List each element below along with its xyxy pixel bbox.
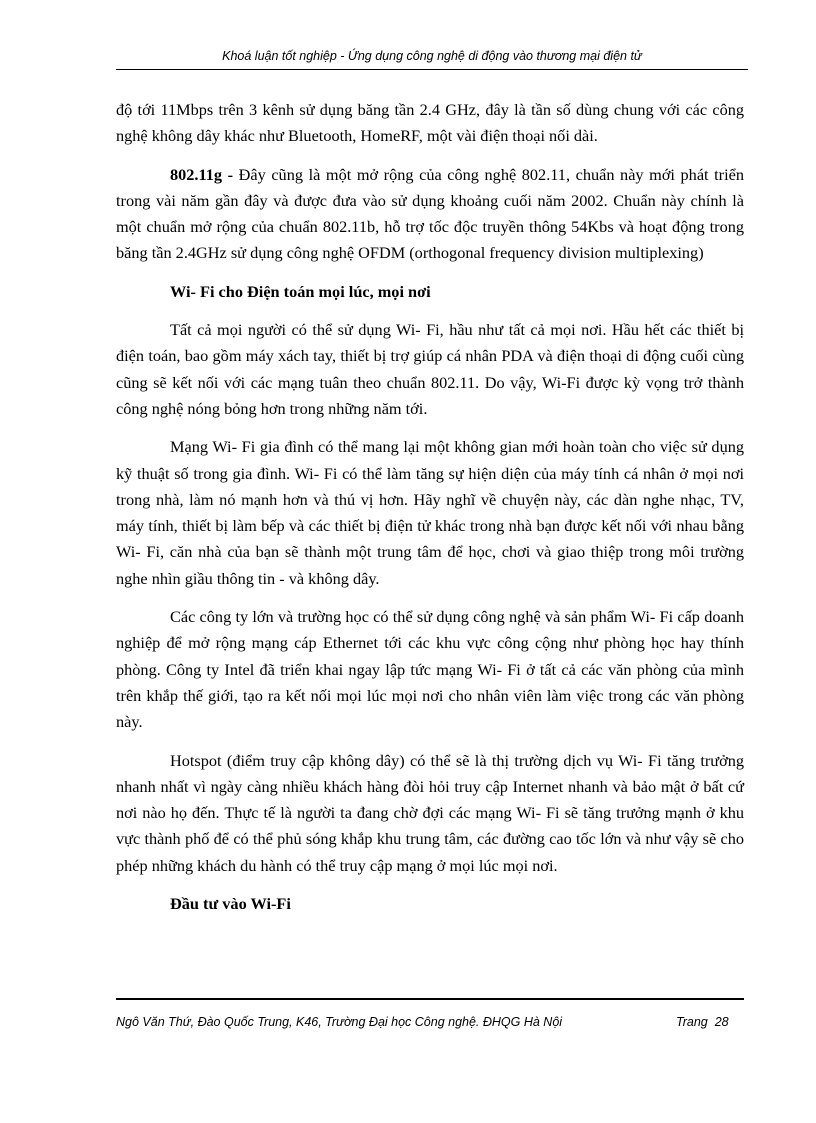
header-rule: [116, 69, 748, 70]
paragraph-5: Các công ty lớn và trường học có thể sử dụng công nghệ và sản phẩm Wi- Fi cấp doanh nghiệp để mở rộng mạng cáp Ethernet tới các khu vực công cộng như phòng học hay thính phòng. Công ty Intel đã triển khai ngay lập tức mạng Wi- Fi ở tất cả các văn phòng của mình trên khắp thế giới, tạo ra kết nối mọi lúc mọi nơi cho nhân viên làm việc trong các văn phòng này.: [116, 607, 744, 732]
paragraph-4: Mạng Wi- Fi gia đình có thể mang lại một không gian mới hoàn toàn cho việc sử dụng kỹ thuật số trong gia đình. Wi- Fi có thể làm tăng sự hiện diện của máy tính cá nhân ở mọi nơi trong nhà, làm nó mạnh hơn và thú vị hơn. Hãy nghĩ về chuyện này, các dàn nghe nhạc, TV, máy tính, thiết bị làm bếp và các thiết bị điện tử khác trong nhà bạn được kết nối với nhau bằng Wi- Fi, căn nhà của bạn sẽ thành một trung tâm để học, chơi và giao thiệp trong môi trường nghe nhìn giầu thông tin - và không dây.: [116, 437, 744, 588]
running-header: Khoá luận tốt nghiệp - Ứng dụng công nghệ di động vào thương mại điện tử: [222, 49, 642, 63]
section-heading-invest-wifi: Đầu tư vào Wi-Fi: [170, 894, 291, 914]
footer-page-number: [676, 1015, 746, 1029]
footer-authors: Ngô Văn Thứ, Đào Quốc Trung, K46, Trường Đại học Công nghệ. ĐHQG Hà Nội: [116, 1015, 563, 1029]
page-number: 28: [714, 1015, 729, 1029]
paragraph-1: độ tới 11Mbps trên 3 kênh sử dụng băng tần 2.4 GHz, đây là tần số dùng chung với các công nghệ không dây khác như Bluetooth, HomeRF, một vài điện thoại nối dài.: [116, 100, 744, 146]
paragraph-3: Tất cả mọi người có thể sử dụng Wi- Fi, hầu như tất cả mọi nơi. Hầu hết các thiết bị điện toán, bao gồm máy xách tay, thiết bị trợ giúp cá nhân PDA và điện thoại di động cuối cùng cũng sẽ kết nối với các mạng tuân theo chuẩn 802.11. Do vậy, Wi-Fi được kỳ vọng trở thành công nghệ nóng bỏng hơn trong những năm tới.: [116, 320, 744, 418]
page-label: Trang: [676, 1015, 708, 1029]
paragraph-802-11g-text: Đây cũng là một mở rộng của công nghệ 802.11, chuẩn này mới phát triển trong vài năm gần đây và được đưa vào sử dụng khoảng cuối năm 2002. Chuẩn này chính là một chuẩn mở rộng của chuẩn 802.11b, hỗ trợ tốc độc truyền thông 54Kbs và hoạt động trong băng tần 2.4GHz sử dụng công nghệ OFDM (orthogonal frequency division multiplexing): [116, 164, 744, 263]
document-body: [116, 97, 744, 929]
term-802-11g: 802.11g -: [170, 164, 234, 184]
section-heading-wifi-everywhere: Wi- Fi cho Điện toán mọi lúc, mọi nơi: [170, 281, 431, 301]
paragraph-6: Hotspot (điểm truy cập không dây) có thể sẽ là thị trường dịch vụ Wi- Fi tăng trưởng nhanh nhất vì ngày càng nhiều khách hàng đòi hỏi truy cập Internet nhanh và bảo mật ở bất cứ nơi nào họ đến. Thực tế là người ta đang chờ đợi các mạng Wi- Fi sẽ tăng trưởng mạnh ở khu vực thành phố để có thể phủ sóng khắp khu trung tâm, các đường cao tốc lớn và như vậy sẽ cho phép những khách du hành có thể truy cập mạng ở mọi lúc mọi nơi.: [116, 750, 744, 875]
paragraph-802-11g: [116, 162, 744, 267]
footer-rule: [116, 998, 744, 1000]
